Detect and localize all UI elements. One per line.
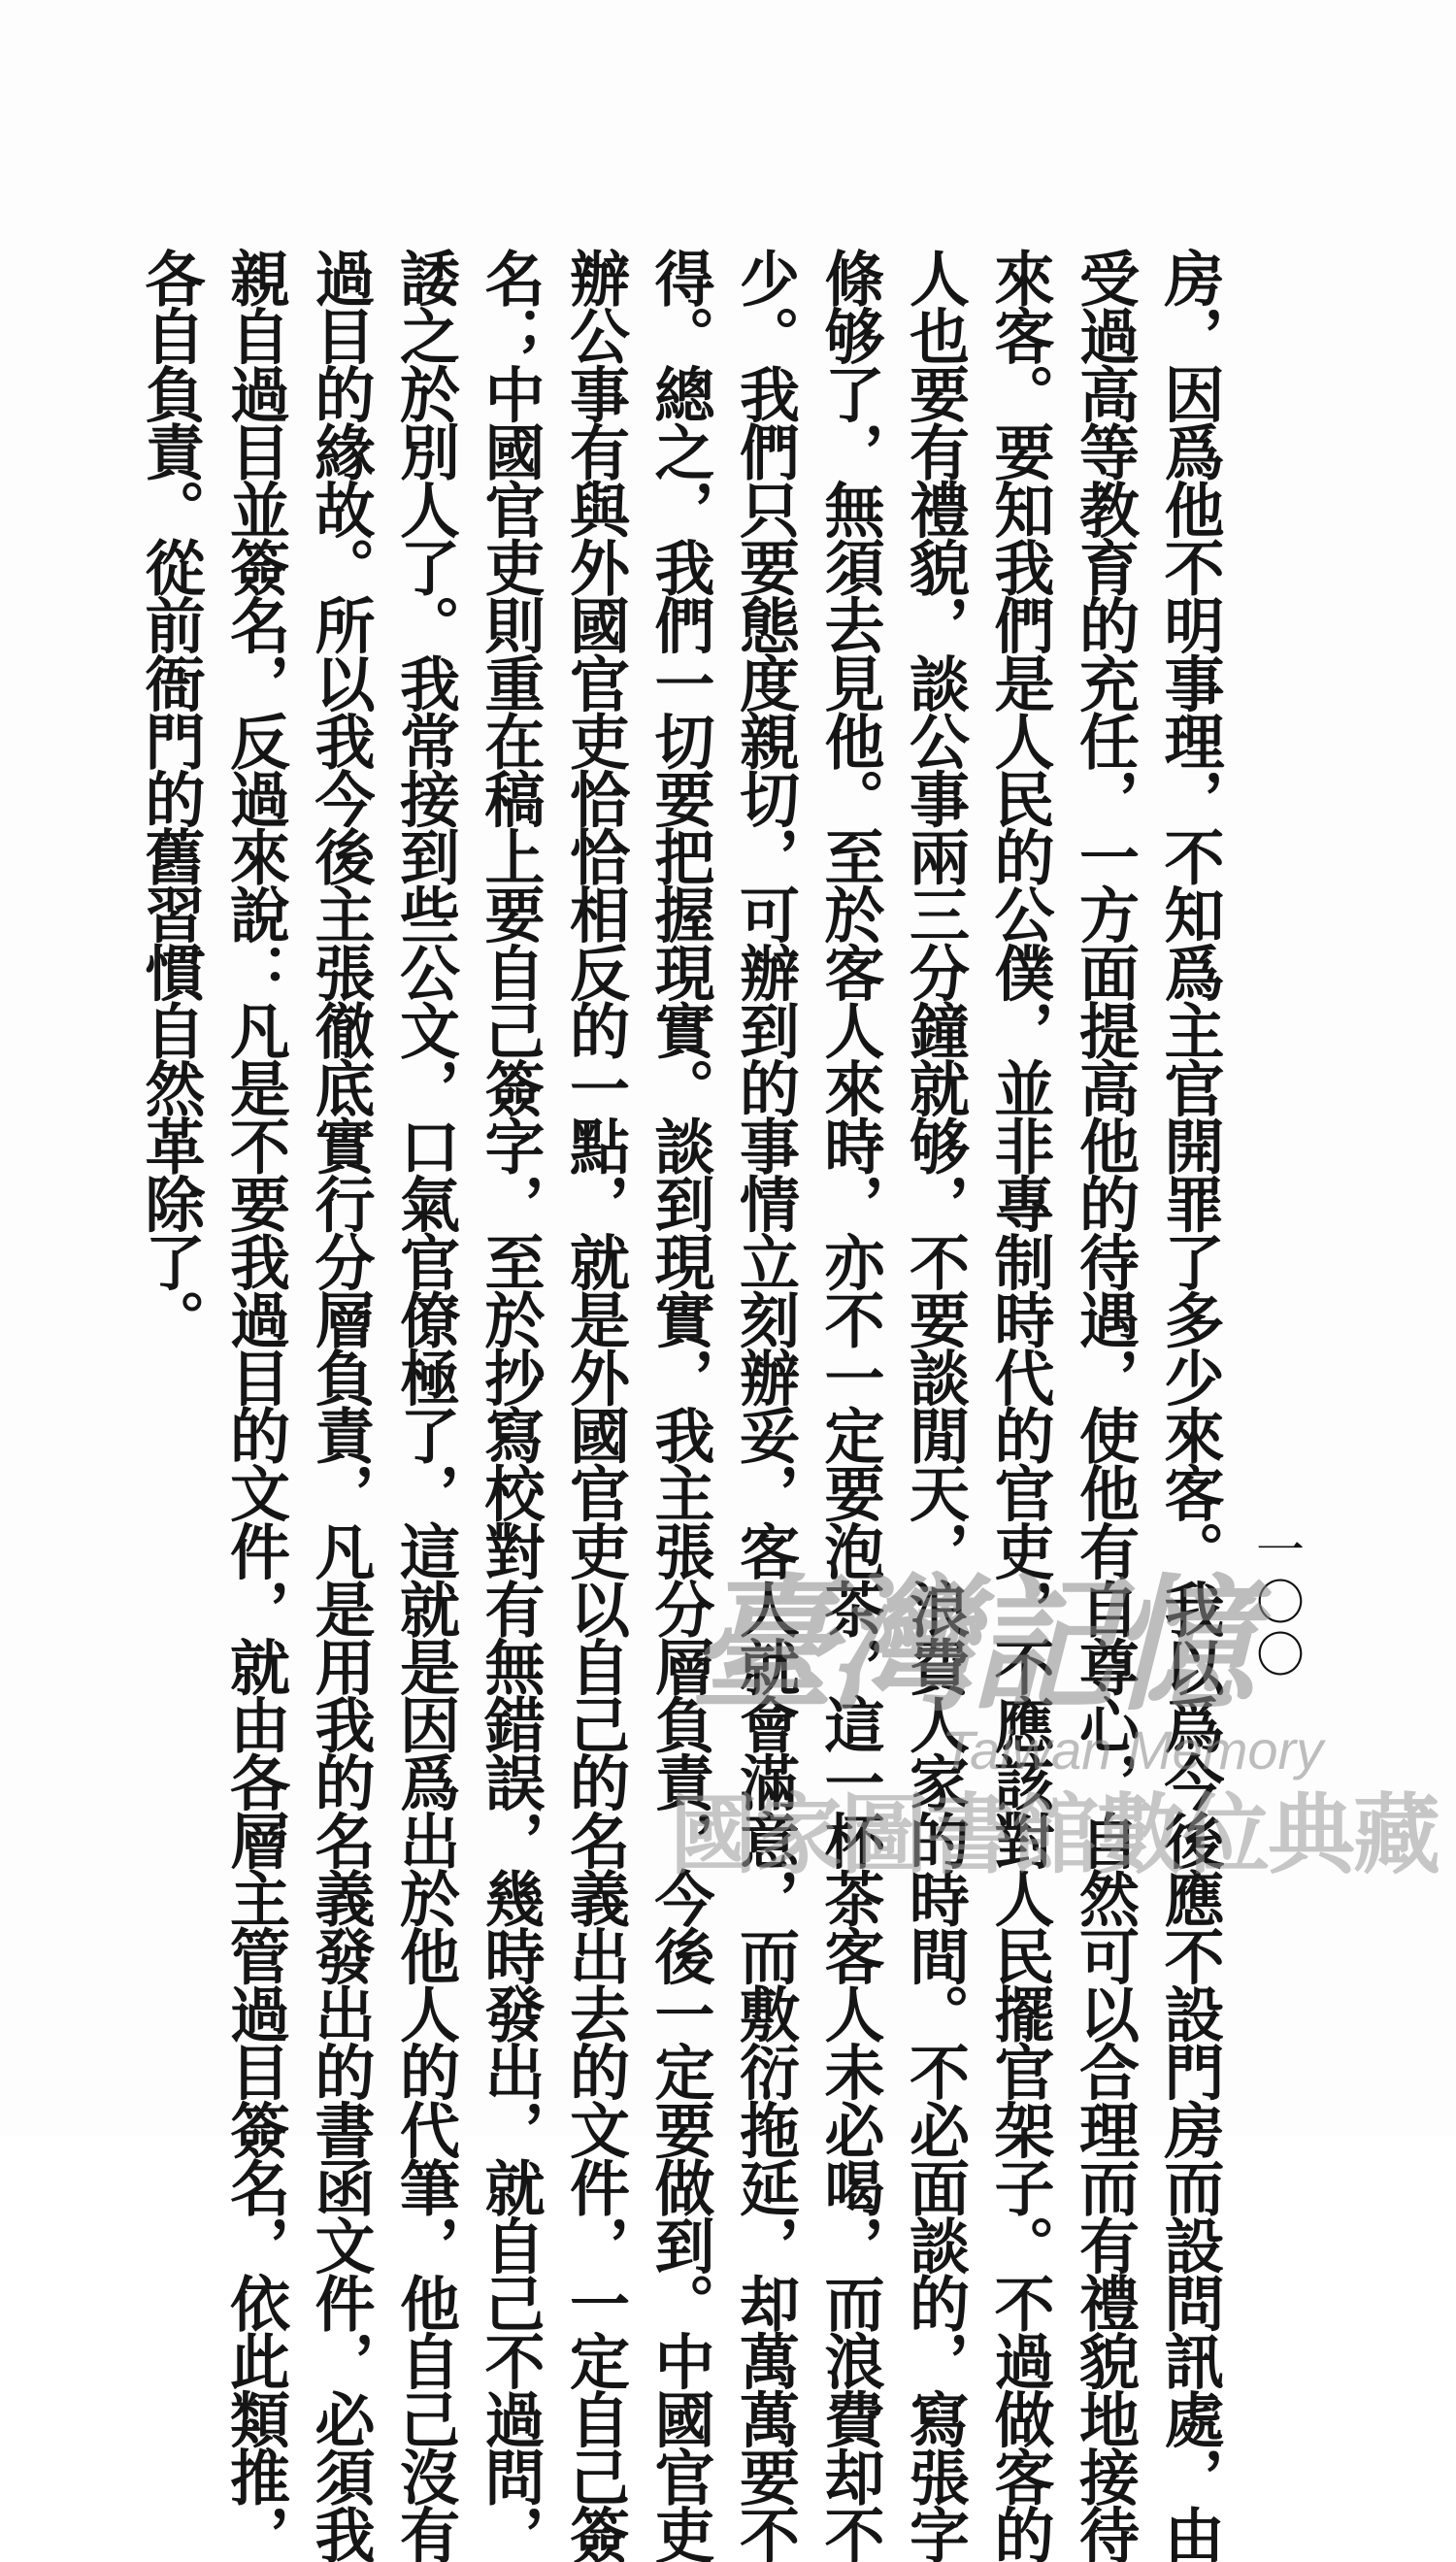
text-column: 名；中國官吏則重在稿上要自己簽字，至於抄寫校對有無錯誤，幾時發出，就自己不過問， xyxy=(475,248,546,2562)
text-column: 來客。要知我們是人民的公僕，並非專制時代的官吏，不應該對人民擺官架子。不過做客的 xyxy=(984,248,1055,2562)
watermark-title: 臺灣記憶 xyxy=(689,1560,1249,1731)
vertical-text-body xyxy=(135,248,1225,2562)
text-column: 辦公事有與外國官吏恰恰相反的一點，就是外國官吏以自己的名義出去的文件，一定自己簽 xyxy=(559,248,631,2562)
text-column: 得。總之，我們一切要把握現實。談到現實，我主張分層負責，今後一定要做到。中國官吏 xyxy=(645,248,715,2562)
text-column: 人也要有禮貌，談公事兩三分鐘就够，不要談閒天，浪費人家的時間。不必面談的，寫張字 xyxy=(899,248,971,2562)
text-column: 條够了，無須去見他。至於客人來時，亦不一定要泡茶，這一杯茶客人未必喝，而浪費却不 xyxy=(814,248,885,2562)
text-column: 親自過目並簽名，反過來說：凡是不要我過目的文件，就由各層主管過目簽名，依此類推， xyxy=(219,248,291,2562)
watermark-subtitle: Taiwan Memory xyxy=(942,1719,1324,1780)
text-column: 各自負責。從前衙門的舊習慣自然革除了。 xyxy=(135,248,206,1348)
text-column: 過目的緣故。所以我今後主張徹底實行分層負責，凡是用我的名義發出的書函文件，必須我 xyxy=(305,248,376,2562)
text-column: 諉之於別人了。我常接到些公文，口氣官僚極了，這就是因爲出於他人的代筆，他自己沒有 xyxy=(389,248,461,2562)
watermark-org: 國家圖書館數位典藏 xyxy=(670,1783,1439,1886)
text-column: 受過高等教育的充任，一方面提高他的待遇，使他有自尊心，自然可以合理而有禮貌地接待 xyxy=(1069,248,1141,2562)
text-column: 少。我們只要態度親切，可辦到的事情立刻辦妥，客人就會滿意，而敷衍拖延，却萬萬要不 xyxy=(729,248,801,2562)
text-column: 房，因爲他不明事理，不知爲主官開罪了多少來客。我以爲今後應不設門房而設問訊處，由 xyxy=(1154,248,1225,2562)
page-number: 一〇〇 xyxy=(1248,1524,1305,1681)
